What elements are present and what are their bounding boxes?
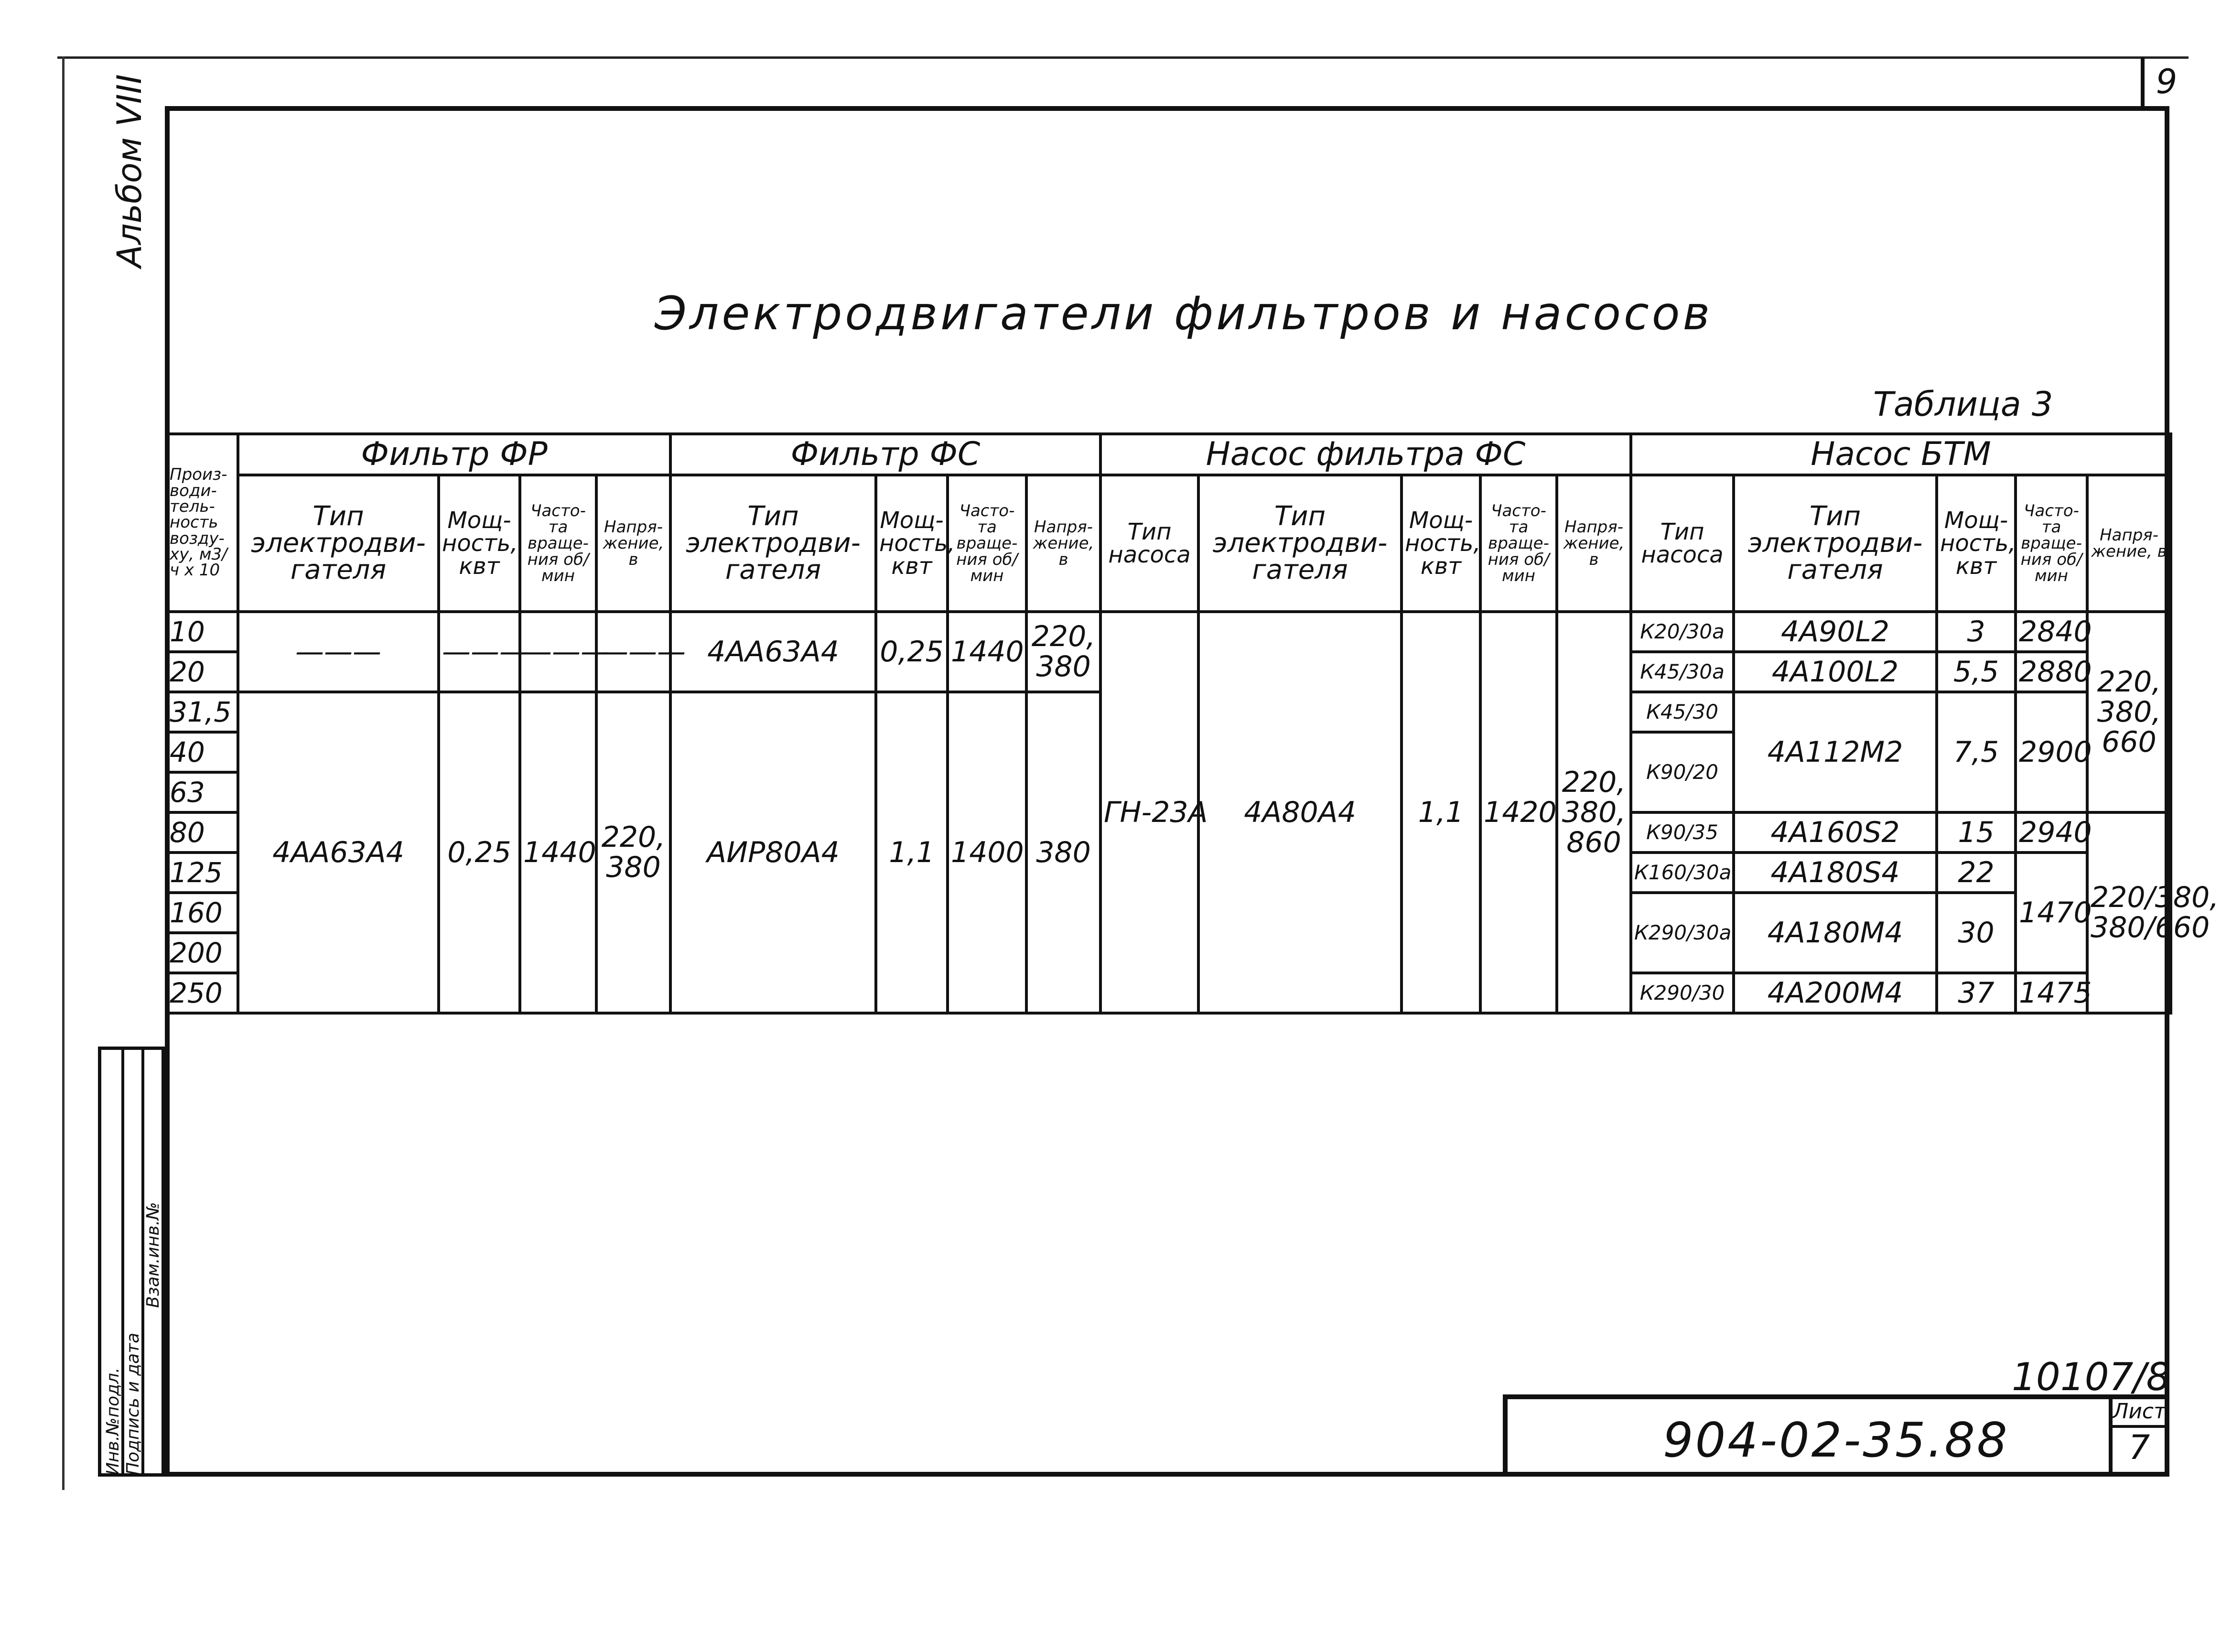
header-voltage: Напря-жение, в [596, 475, 670, 612]
document-number: 904-02-35.88 [1663, 1412, 2009, 1468]
fr-motor: ——— [238, 612, 439, 692]
group-pump-btm: Насос БТМ [1631, 434, 2171, 475]
sheet-corner-number: 9 [2141, 57, 2189, 106]
productivity-value: 31,5 [166, 692, 238, 732]
header-power: Мощ-ность, квт [439, 475, 520, 612]
header-motor-type: Тип электродви-гателя [670, 475, 876, 612]
pump-fs-motor: 4А80А4 [1198, 612, 1402, 1013]
sheet-number: 7 [2109, 1428, 2166, 1473]
motors-table [165, 432, 2219, 1015]
productivity-value: 10 [166, 612, 238, 652]
productivity-value: 20 [166, 652, 238, 692]
pump-fs-pump: ГН-23А [1100, 612, 1198, 1013]
btm-voltage-bottom: 220/380, 380/660 [2087, 812, 2171, 1013]
header-pump-type: Тип насоса [1631, 475, 1734, 612]
sheet-top-border [57, 56, 2189, 59]
header-power: Мощ-ность, квт [876, 475, 948, 612]
fr-rpm: 1440 [520, 692, 596, 1013]
btm-rpm: 1470 [2016, 853, 2087, 973]
fr-voltage: ——— [596, 612, 670, 692]
btm-pump: К290/30 [1631, 973, 1734, 1013]
group-pump-fs: Насос фильтра ФС [1100, 434, 1631, 475]
fr-power: 0,25 [439, 692, 520, 1013]
productivity-value: 125 [166, 853, 238, 893]
btm-power: 22 [1937, 853, 2016, 893]
fr-rpm: ——— [520, 612, 596, 692]
header-productivity: Произ-води-тель-ность возду-ху, м3/ч х 10 [166, 434, 238, 612]
btm-power: 5,5 [1937, 652, 2016, 692]
productivity-value: 63 [166, 772, 238, 812]
fs-rpm: 1440 [948, 612, 1026, 692]
sheet-left-border [62, 56, 65, 1490]
header-voltage: Напря-жение, в [1557, 475, 1631, 612]
btm-motor: 4А160S2 [1734, 812, 1937, 853]
fs-power: 0,25 [876, 612, 948, 692]
fs-motor: 4АА63А4 [670, 612, 876, 692]
header-motor-type: Тип электродви-гателя [1198, 475, 1402, 612]
header-power: Мощ-ность, квт [1402, 475, 1480, 612]
header-power: Мощ-ность, квт [1937, 475, 2016, 612]
btm-pump: К160/30а [1631, 853, 1734, 893]
header-motor-type: Тип электродви-гателя [1734, 475, 1937, 612]
btm-rpm: 1475 [2016, 973, 2087, 1013]
approval-stamp [98, 1047, 165, 1477]
productivity-value: 80 [166, 812, 238, 853]
page-title: Электродвигатели фильтров и насосов [655, 287, 1713, 340]
productivity-value: 160 [166, 893, 238, 933]
btm-rpm: 2940 [2016, 812, 2087, 853]
btm-pump: К20/30а [1631, 612, 1734, 652]
table-label: Таблица 3 [1873, 385, 2053, 424]
fr-power: ——— [439, 612, 520, 692]
fr-voltage: 220, 380 [596, 692, 670, 1013]
header-voltage: Напря-жение, в [2087, 475, 2171, 612]
header-rpm: Часто-та враще-ния об/мин [1480, 475, 1557, 612]
album-label: Альбом VIII [110, 74, 149, 268]
header-rpm: Часто-та враще-ния об/мин [948, 475, 1026, 612]
fs-voltage: 380 [1026, 692, 1100, 1013]
pump-fs-power: 1,1 [1402, 612, 1480, 1013]
btm-power: 3 [1937, 612, 2016, 652]
btm-rpm: 2900 [2016, 692, 2087, 812]
header-motor-type: Тип электродви-гателя [238, 475, 439, 612]
header-pump-type: Тип насоса [1100, 475, 1198, 612]
fr-motor: 4АА63А4 [238, 692, 439, 1013]
btm-power: 37 [1937, 973, 2016, 1013]
btm-pump: К290/30а [1631, 893, 1734, 973]
group-filter-fs: Фильтр ФС [670, 434, 1100, 475]
btm-motor: 4А180М4 [1734, 893, 1937, 973]
btm-motor: 4А180S4 [1734, 853, 1937, 893]
btm-power: 15 [1937, 812, 2016, 853]
productivity-value: 40 [166, 732, 238, 772]
btm-power: 7,5 [1937, 692, 2016, 812]
btm-pump: К45/30а [1631, 652, 1734, 692]
group-filter-fr: Фильтр ФР [238, 434, 670, 475]
btm-motor: 4А100L2 [1734, 652, 1937, 692]
btm-motor: 4А112М2 [1734, 692, 1937, 812]
fs-voltage: 220, 380 [1026, 612, 1100, 692]
sheet-label: Лист [2109, 1399, 2166, 1428]
btm-rpm: 2880 [2016, 652, 2087, 692]
archive-number: 10107/8 [2012, 1355, 2171, 1399]
pump-fs-rpm: 1420 [1480, 612, 1557, 1013]
stamp-signature-label: Подпись и дата [123, 1332, 143, 1475]
btm-rpm: 2840 [2016, 612, 2087, 652]
productivity-value: 250 [166, 973, 238, 1013]
header-rpm: Часто-та враще-ния об/мин [520, 475, 596, 612]
productivity-value: 200 [166, 933, 238, 973]
fs-power: 1,1 [876, 692, 948, 1013]
pump-fs-voltage: 220, 380, 860 [1557, 612, 1631, 1013]
header-rpm: Часто-та враще-ния об/мин [2016, 475, 2087, 612]
btm-pump: К45/30 [1631, 692, 1734, 732]
fs-rpm: 1400 [948, 692, 1026, 1013]
btm-power: 30 [1937, 893, 2016, 973]
btm-voltage-top: 220, 380, 660 [2087, 612, 2171, 812]
header-voltage: Напря-жение, в [1026, 475, 1100, 612]
btm-motor: 4А90L2 [1734, 612, 1937, 652]
btm-motor: 4А200М4 [1734, 973, 1937, 1013]
btm-pump: К90/35 [1631, 812, 1734, 853]
stamp-replace-label: Взам.инв.№ [143, 1202, 163, 1308]
fs-motor: АИР80А4 [670, 692, 876, 1013]
stamp-inv-label: Инв.№подл. [103, 1367, 123, 1475]
btm-pump: К90/20 [1631, 732, 1734, 812]
